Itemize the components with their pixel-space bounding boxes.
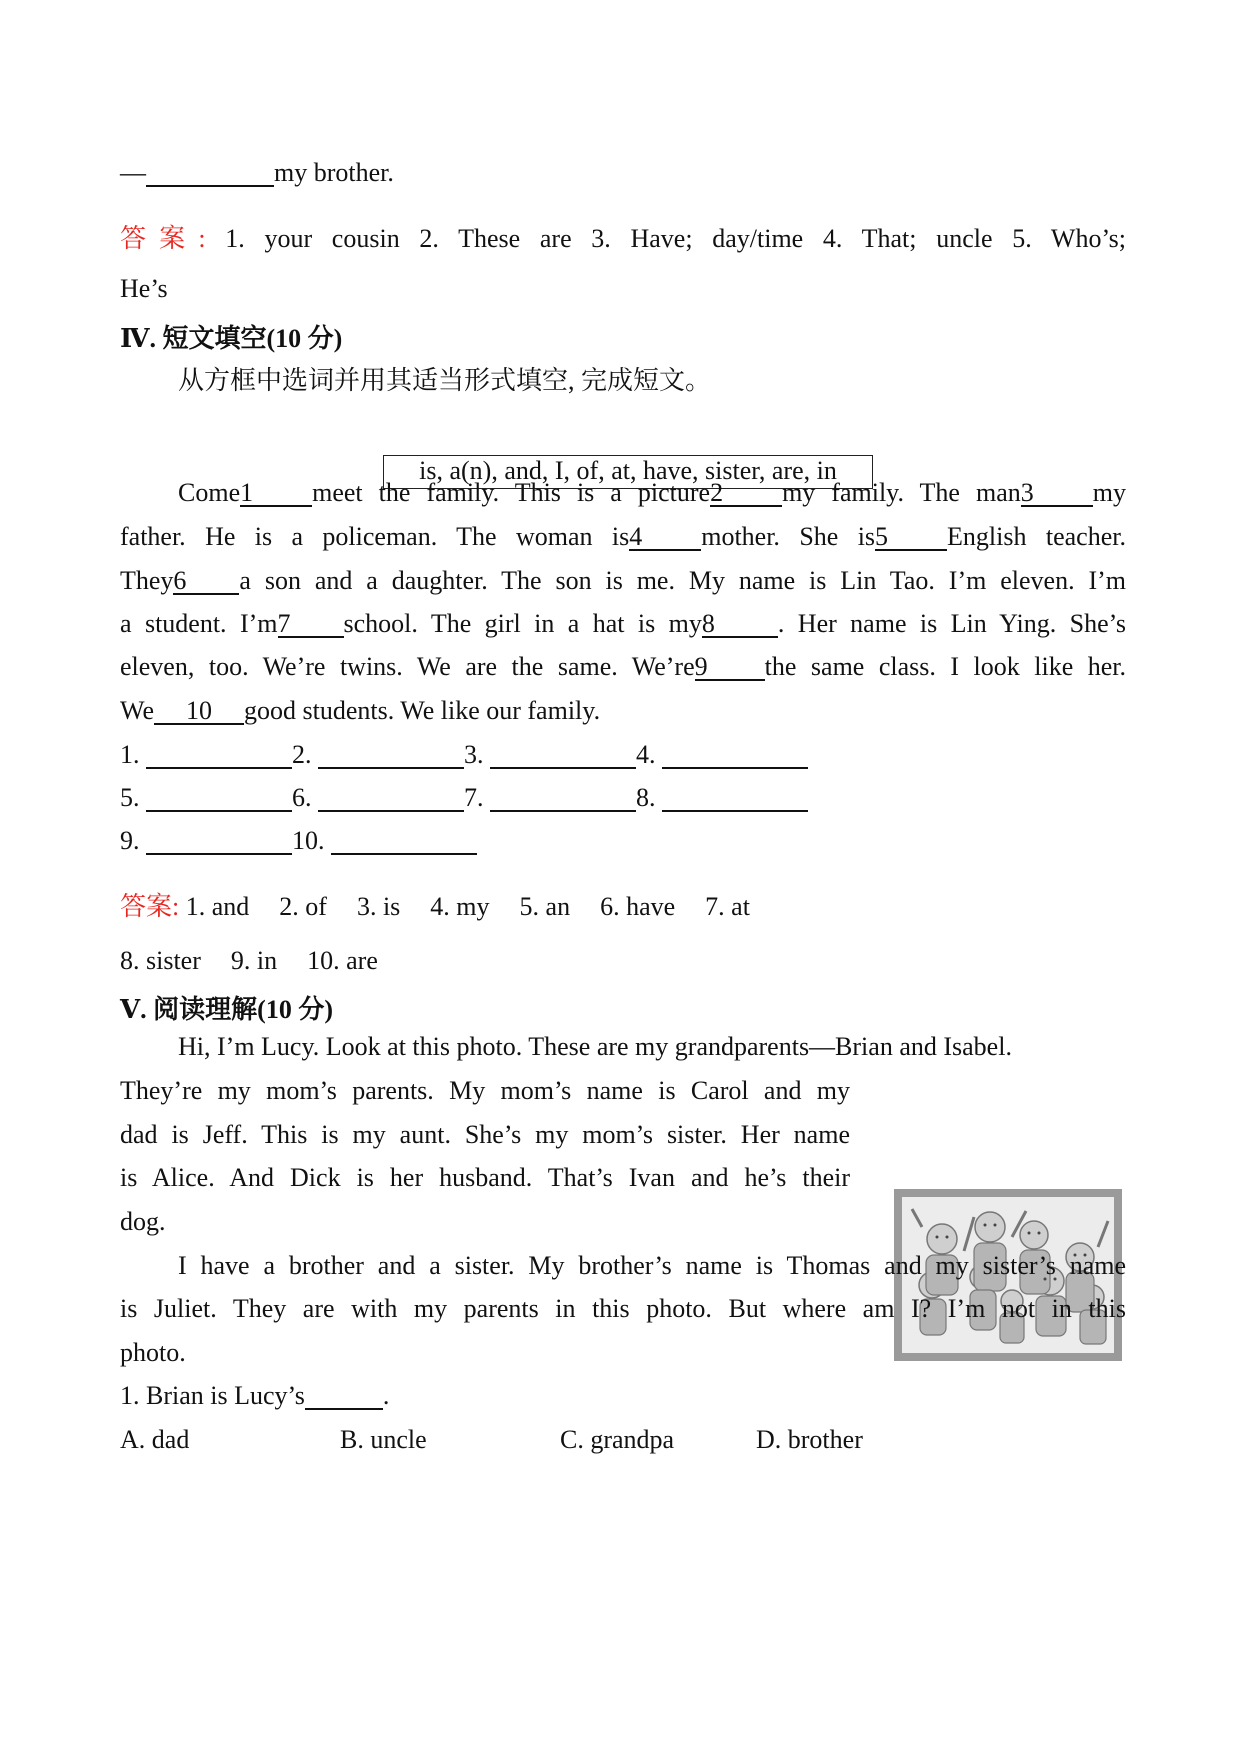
- answer-blank[interactable]: [305, 1384, 383, 1410]
- question-stem: 1. Brian is Lucy’s: [120, 1381, 305, 1410]
- passage-line-5: [120, 652, 1126, 682]
- passage-line-2: [120, 522, 1126, 552]
- question-stem-end: .: [382, 1381, 390, 1410]
- passage-text: my: [1092, 478, 1126, 507]
- answer-item: 2. These are: [419, 224, 572, 253]
- option-c[interactable]: C. grandpa: [560, 1425, 675, 1454]
- passage-blank: 10: [154, 699, 244, 725]
- answer-label: 答案:: [120, 892, 180, 921]
- answer-item: 8. sister: [120, 946, 201, 975]
- reading-line-7: is Juliet. They are with my parents in this photo. But where am I? I’m not in this: [120, 1294, 1126, 1323]
- answer-line-3b: [120, 274, 168, 304]
- passage-blank: 4: [629, 525, 701, 551]
- blank-number: 8.: [636, 783, 656, 812]
- blank-number: 4.: [636, 740, 656, 769]
- answer-blank[interactable]: [331, 829, 477, 855]
- blank-number: 5.: [120, 783, 140, 812]
- passage-line-1: [120, 478, 1126, 508]
- passage-text: meet the family. This is a picture: [312, 478, 711, 507]
- blank-row-1: [120, 740, 808, 770]
- blank-row-2: [120, 783, 808, 813]
- passage-blank: 1: [240, 481, 312, 507]
- passage-blank: 3: [1021, 481, 1093, 507]
- answer-item: 3. Have; day/time: [591, 224, 804, 253]
- answer-blank[interactable]: [318, 786, 464, 812]
- passage-text: We: [120, 696, 154, 725]
- answer-item: 3. is: [356, 892, 401, 921]
- answer-item: 6. have: [600, 892, 676, 921]
- passage-blank: 6: [173, 569, 239, 595]
- passage-line-3: [120, 566, 1126, 596]
- answer-item: 9. in: [230, 946, 278, 975]
- blank-number: 3.: [464, 740, 484, 769]
- reading-line-8: photo.: [120, 1338, 186, 1367]
- answer-line-4b: [120, 946, 378, 976]
- answer-item: 1. and: [185, 892, 250, 921]
- passage-text: school. The girl in a hat is my: [343, 609, 702, 638]
- option-d[interactable]: D. brother: [756, 1425, 863, 1454]
- answer-blank[interactable]: [146, 743, 292, 769]
- dash: —: [120, 158, 146, 187]
- answer-line-3: [120, 218, 1126, 255]
- reading-line-1: Hi, I’m Lucy. Look at this photo. These are my grandparents—Brian and Isabel.: [178, 1032, 1012, 1061]
- blank-number: 2.: [292, 740, 312, 769]
- word-box: is, a(n), and, I, of, at, have, sister, are, in: [383, 455, 873, 489]
- option-a[interactable]: A. dad: [120, 1425, 190, 1454]
- passage-blank: 7: [278, 612, 344, 638]
- reading-line-3: dad is Jeff. This is my aunt. She’s my mom’s sister. Her name: [120, 1120, 850, 1149]
- reading-line-6: [120, 1251, 1126, 1281]
- blank-row-3: [120, 826, 477, 856]
- passage-text: . Her name is Lin Ying. She’s: [777, 609, 1126, 638]
- answer-blank[interactable]: [662, 786, 808, 812]
- passage-blank: 8: [702, 612, 778, 638]
- answer-line-4: [120, 886, 750, 923]
- passage-blank: 9: [695, 655, 765, 681]
- answer-item: 4. That; uncle: [822, 224, 993, 253]
- passage-blank: 2: [710, 481, 782, 507]
- answer-blank[interactable]: [662, 743, 808, 769]
- answer-item: 7. at: [705, 892, 750, 921]
- answer-item: 10. are: [307, 946, 378, 975]
- passage-text: English teacher.: [947, 522, 1126, 551]
- blank-number: 7.: [464, 783, 484, 812]
- answer-item: He’s: [120, 274, 168, 303]
- passage-text: They: [120, 566, 174, 595]
- answer-blank[interactable]: [490, 743, 636, 769]
- answer-item: 4. my: [430, 892, 490, 921]
- passage-text: mother. She is: [701, 522, 876, 551]
- blank-number: 6.: [292, 783, 312, 812]
- answer-blank[interactable]: [490, 786, 636, 812]
- blank-number: 1.: [120, 740, 140, 769]
- passage-text: a student. I’m: [120, 609, 278, 638]
- option-b[interactable]: B. uncle: [340, 1425, 427, 1454]
- answer-blank[interactable]: [146, 829, 292, 855]
- blank-number: 9.: [120, 826, 140, 855]
- question-1-options: [120, 1425, 976, 1455]
- question-tail: [120, 158, 394, 188]
- passage-blank: 5: [875, 525, 947, 551]
- passage-text: Come: [178, 478, 241, 507]
- answer-item: 1. your cousin: [225, 224, 400, 253]
- section-5-title: Ⅴ. 阅读理解(10 分): [120, 995, 333, 1024]
- answer-item: 5. Who’s;: [1012, 224, 1127, 253]
- reading-line-2: They’re my mom’s parents. My mom’s name is Carol and my: [120, 1076, 850, 1105]
- reading-line-5: dog.: [120, 1207, 166, 1236]
- passage-text: eleven, too. We’re twins. We are the same. We’re: [120, 652, 695, 681]
- answer-item: 2. of: [279, 892, 327, 921]
- reading-text: I have a brother and a sister. My brother’s name is Thomas and my sister’s name: [178, 1251, 1126, 1280]
- passage-text: a son and a daughter. The son is me. My name is Lin Tao. I’m eleven. I’m: [239, 566, 1126, 595]
- question-1: [120, 1381, 389, 1411]
- answer-blank[interactable]: [146, 786, 292, 812]
- passage-text: the same class. I look like her.: [764, 652, 1126, 681]
- reading-line-4: is Alice. And Dick is her husband. That’s Ivan and he’s their: [120, 1163, 850, 1192]
- answer-label: 答案:: [120, 224, 206, 253]
- section-4-title: Ⅳ. 短文填空(10 分): [120, 324, 343, 353]
- passage-text: good students. We like our family.: [244, 696, 601, 725]
- question-text: my brother.: [274, 158, 394, 187]
- passage-text: my family. The man: [782, 478, 1021, 507]
- answer-item: 5. an: [519, 892, 571, 921]
- answer-blank: [146, 161, 274, 187]
- passage-text: father. He is a policeman. The woman is: [120, 522, 630, 551]
- blank-number: 10.: [292, 826, 325, 855]
- passage-line-4: [120, 609, 1126, 639]
- section-4-instruction: 从方框中选词并用其适当形式填空, 完成短文。: [178, 366, 712, 395]
- answer-blank[interactable]: [318, 743, 464, 769]
- passage-line-6: [120, 696, 600, 726]
